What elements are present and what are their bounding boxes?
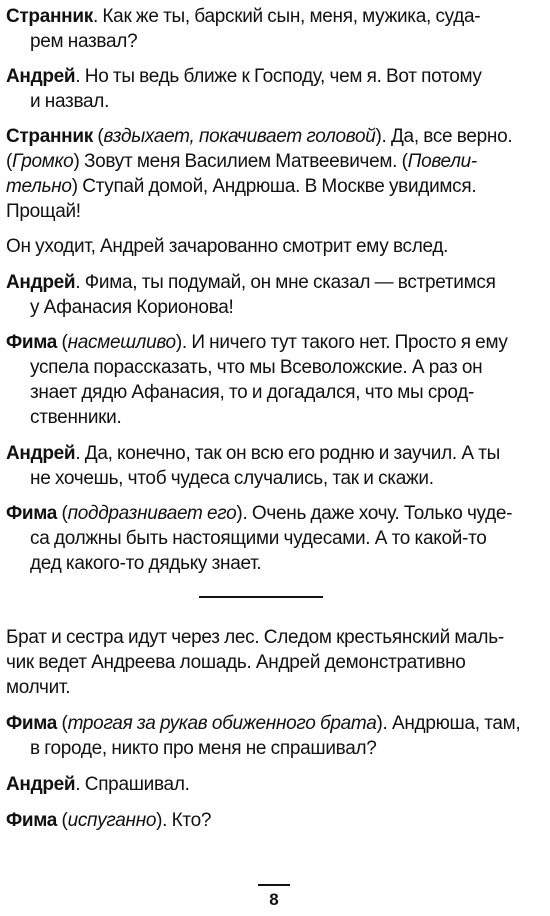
paragraph bbox=[6, 808, 544, 833]
paragraph bbox=[6, 64, 544, 114]
text-line bbox=[6, 441, 544, 466]
stage-remark: Громко bbox=[12, 151, 74, 172]
text-segment: дед какого-то дядьку знает. bbox=[30, 553, 262, 574]
speaker-name: Андрей bbox=[6, 443, 76, 464]
text-line bbox=[6, 736, 544, 761]
text-line bbox=[6, 380, 544, 405]
text-segment: у Афанасия Корионова! bbox=[30, 297, 234, 318]
text-line bbox=[6, 808, 544, 833]
text-line bbox=[6, 405, 544, 430]
text-line bbox=[6, 711, 544, 736]
speaker-name: Фима bbox=[6, 503, 58, 524]
speaker-name: Странник bbox=[6, 6, 93, 27]
text-segment: ). Андрюша, там, bbox=[376, 713, 521, 734]
text-line bbox=[6, 64, 544, 89]
text-segment: ( bbox=[6, 151, 13, 172]
text-line bbox=[6, 355, 544, 380]
paragraph bbox=[6, 711, 544, 761]
text-line bbox=[6, 4, 544, 29]
paragraph bbox=[6, 234, 544, 259]
stage-remark: трогая за рукав обиженного брата bbox=[67, 713, 377, 734]
speaker-name: Андрей bbox=[6, 272, 76, 293]
text-segment: ( bbox=[92, 126, 104, 147]
text-segment: молчит. bbox=[6, 677, 71, 698]
paragraph bbox=[6, 270, 544, 320]
paragraph bbox=[6, 501, 544, 576]
text-segment: ственники. bbox=[30, 407, 122, 428]
text-segment: . Но ты ведь ближе к Господу, чем я. Вот потому bbox=[75, 66, 482, 87]
text-line bbox=[6, 551, 544, 576]
paragraph bbox=[6, 124, 544, 224]
text-segment: ( bbox=[57, 810, 68, 831]
text-line bbox=[6, 330, 544, 355]
stage-remark: поддразнивает его bbox=[67, 503, 237, 524]
page-number-rule bbox=[258, 884, 290, 886]
text-segment: ( bbox=[57, 503, 68, 524]
text-line bbox=[6, 124, 544, 149]
text-line bbox=[6, 174, 544, 199]
text-line bbox=[6, 772, 544, 797]
text-segment: знает дядю Афанасия, то и догадался, что мы срод- bbox=[30, 382, 474, 403]
text-line bbox=[6, 625, 544, 650]
text-line bbox=[6, 675, 544, 700]
text-segment: ). Кто? bbox=[156, 810, 212, 831]
text-segment: ). И ничего тут такого нет. Просто я ему bbox=[175, 332, 508, 353]
text-segment: ) Зовут меня Василием Матвеевичем. ( bbox=[73, 151, 408, 172]
stage-remark: насмешливо bbox=[67, 332, 176, 353]
stage-remark: Повели- bbox=[407, 151, 477, 172]
text-segment: ). Да, все верно. bbox=[375, 126, 513, 147]
text-line bbox=[6, 149, 544, 174]
text-segment: ) Ступай домой, Андрюша. В Москве увидимся. bbox=[71, 176, 477, 197]
scene-divider bbox=[199, 596, 323, 598]
paragraph bbox=[6, 772, 544, 797]
speaker-name: Андрей bbox=[6, 66, 76, 87]
text-line bbox=[6, 89, 544, 114]
text-segment: ( bbox=[57, 713, 68, 734]
speaker-name: Фима bbox=[6, 810, 58, 831]
text-segment: . Как же ты, барский сын, меня, мужика, суда- bbox=[92, 6, 481, 27]
text-segment: Он уходит, Андрей зачарованно смотрит ему вслед. bbox=[6, 236, 449, 257]
text-segment: ). Очень даже хочу. Только чуде- bbox=[236, 503, 513, 524]
paragraph bbox=[6, 4, 544, 54]
text-segment: и назвал. bbox=[30, 91, 110, 112]
text-segment: . Спрашивал. bbox=[75, 774, 190, 795]
paragraph bbox=[6, 330, 544, 430]
text-line bbox=[6, 295, 544, 320]
text-segment: Брат и сестра идут через лес. Следом крестьянский маль- bbox=[6, 627, 504, 648]
text-segment: ( bbox=[57, 332, 68, 353]
text-segment: не хочешь, чтоб чудеса случались, так и скажи. bbox=[30, 468, 434, 489]
text-line bbox=[6, 270, 544, 295]
speaker-name: Андрей bbox=[6, 774, 76, 795]
page-number: 8 bbox=[269, 890, 279, 909]
text-line bbox=[6, 526, 544, 551]
text-line bbox=[6, 501, 544, 526]
text-line bbox=[6, 199, 544, 224]
paragraph bbox=[6, 625, 544, 700]
text-line bbox=[6, 466, 544, 491]
speaker-name: Фима bbox=[6, 332, 58, 353]
text-segment: успела порассказать, что мы Всеволожские. А раз он bbox=[30, 357, 483, 378]
stage-remark: тельно bbox=[6, 176, 72, 197]
text-segment: са должны быть настоящими чудесами. А то какой-то bbox=[30, 528, 487, 549]
text-line bbox=[6, 650, 544, 675]
text-segment: чик ведет Андреева лошадь. Андрей демонстративно bbox=[6, 652, 466, 673]
text-segment: Прощай! bbox=[6, 201, 81, 222]
paragraph bbox=[6, 441, 544, 491]
text-segment: рем назвал? bbox=[30, 31, 138, 52]
text-segment: . Фима, ты подумай, он мне сказал — встретимся bbox=[75, 272, 496, 293]
text-line bbox=[6, 29, 544, 54]
text-line bbox=[6, 234, 544, 259]
stage-remark: вздыхает, покачивает головой bbox=[103, 126, 376, 147]
speaker-name: Странник bbox=[6, 126, 93, 147]
text-segment: в городе, никто про меня не спрашивал? bbox=[30, 738, 377, 759]
speaker-name: Фима bbox=[6, 713, 58, 734]
text-segment: . Да, конечно, так он всю его родню и заучил. А ты bbox=[75, 443, 500, 464]
stage-remark: испуганно bbox=[67, 810, 157, 831]
